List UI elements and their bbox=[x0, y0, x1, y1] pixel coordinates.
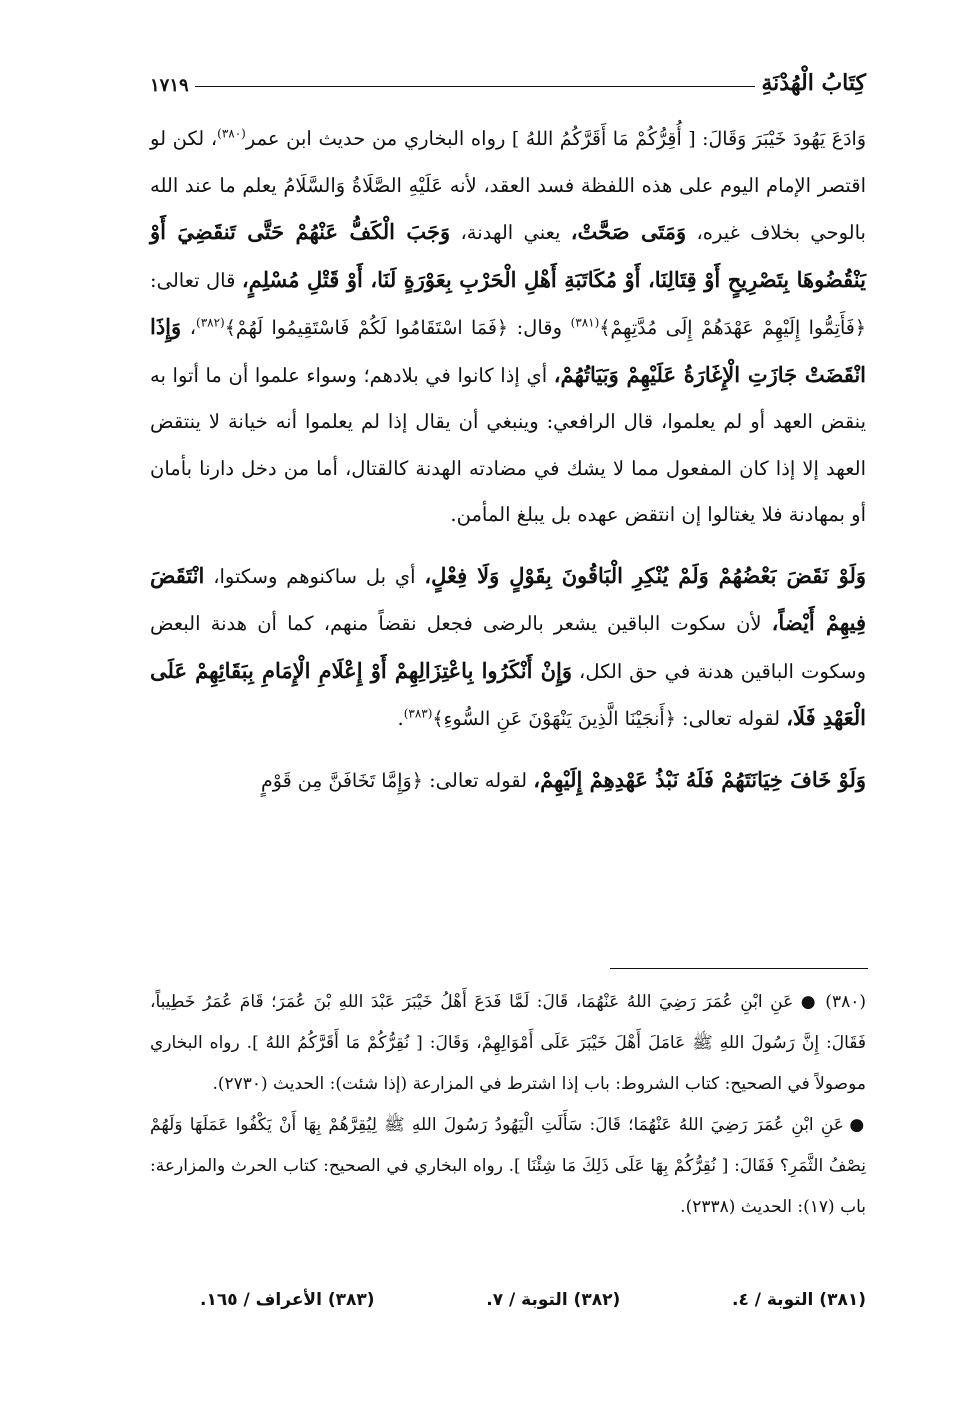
matn-text: وَلَوْ نَقَضَ بَعْضُهُمْ وَلَمْ يُنْكِرِ الْبَاقُونَ بِقَوْلٍ وَلَا فِعْلٍ، bbox=[424, 562, 866, 588]
matn-text: انْتَقَضَ فِيهِمْ أَيْضاً، bbox=[150, 562, 866, 635]
text-run: رواه البخاري من حديث ابن عمر bbox=[245, 127, 506, 150]
text-run: يعني الهدنة، bbox=[450, 221, 571, 244]
matn-text: وَإِنْ أَنْكَرُوا بِاعْتِزَالِهِمْ أَوْ إِعْلَامِ الْإِمَامِ بِبَقَائِهِمْ عَلَى الْعَهْدِ فَلَا، bbox=[150, 657, 866, 730]
text-run: عَنِ ابْنِ عُمَرَ رَضِيَ اللهُ عَنْهُمَا، قَالَ: لَمَّا فَدَعَ أَهْلُ خَيْبَرَ عَبْدَ اللهِ بْنَ عُمَرَ؛ قَامَ عُمَرُ خَطِيباً، فَقَالَ: إِنَّ رَسُولَ اللهِ ﷺ عَامَلَ أَهْلَ خَيْبَرَ عَلَى أَمْوَالِهِمْ، وَقَالَ: [ نُقِرُّكُمْ مَا أَقَرَّكُمُ اللهُ ]. رواه البخاري موصولاً في الصحيح: كتاب الشروط: باب إذا اشترط في المزارعة (إذا شئت): الحديث (٢٧٣٠). bbox=[150, 992, 866, 1094]
quotation: ﴿فَمَا اسْتَقَامُوا لَكُمْ فَاسْتَقِيمُوا لَهُمْ﴾ bbox=[224, 317, 509, 339]
footnote-marker: (٣٨٢) bbox=[196, 315, 225, 330]
text-run: قال تعالى: bbox=[150, 268, 242, 292]
main-text bbox=[150, 116, 866, 804]
reference-383: (٣٨٣) الأعراف / ١٦٥. bbox=[200, 1290, 375, 1310]
quotation: ﴿فَأَتِمُّوا إِلَيْهِمْ عَهْدَهُمْ إِلَى مُدَّتِهِمْ﴾ bbox=[599, 317, 866, 339]
page-number: ١٧١٩ bbox=[150, 75, 189, 96]
bullet-mark: ● bbox=[849, 1115, 866, 1135]
paragraph bbox=[150, 116, 866, 539]
text-run: لقوله تعالى: bbox=[422, 768, 534, 792]
text-run: أي بل ساكنوهم وسكتوا، bbox=[204, 564, 425, 588]
text-run: وقال: bbox=[508, 316, 571, 339]
quotation: ﴿وَإِمَّا تَخَافَنَّ مِن قَوْمٍ bbox=[261, 769, 423, 792]
text-run: (٣٨٠) bbox=[817, 992, 866, 1012]
bullet-mark: ● bbox=[798, 992, 818, 1012]
footnote-marker: (٣٨٠) bbox=[217, 126, 246, 141]
running-header bbox=[150, 52, 866, 96]
chapter-title: كِتَابُ الْهُدْنَةِ bbox=[761, 70, 866, 96]
footnote-marker: (٣٨٣) bbox=[403, 706, 433, 721]
footnote bbox=[150, 1105, 866, 1228]
matn-text: وَمَتَى صَحَّتْ، bbox=[570, 219, 687, 244]
paragraph bbox=[150, 757, 866, 805]
text-run: لأن سكوت الباقين يشعر بالرضى فجعل نقضاً منهم، كما أن هدنة البعض وسكوت الباقين هدنة في حق الكل، bbox=[150, 612, 866, 683]
reference-382: (٣٨٢) التوبة / ٧. bbox=[486, 1290, 621, 1310]
reference-381: (٣٨١) التوبة / ٤. bbox=[731, 1290, 866, 1310]
matn-text: وَلَوْ خَافَ خِيَانَتَهُمْ فَلَهُ نَبْذُ عَهْدِهِمْ إِلَيْهِمْ، bbox=[533, 766, 866, 792]
text-run: ، bbox=[181, 316, 197, 339]
footnote-separator bbox=[610, 968, 868, 969]
text-run: أي إذا كانوا في بلادهم؛ وسواء علموا أن ما أتوا به ينقض العهد أو لم يعلموا، قال الرافعي: وينبغي أن يقال إذا لم يعلموا أنه خيانة لا ينتقض العهد إلا إذا كان المفعول مما لا يشك في مضادته الهدنة كالقتال، أما من دخل دارنا بأمان أو بمهادنة فلا يغتالوا إن انتقض عهده بل يبلغ المأمن. bbox=[150, 363, 866, 526]
footnote bbox=[150, 982, 866, 1105]
text-run: لقوله تعالى: bbox=[675, 707, 787, 730]
quotation: ﴿أَنجَيْنَا الَّذِينَ يَنْهَوْنَ عَنِ السُّوءِ﴾ bbox=[432, 708, 676, 730]
header-rule bbox=[195, 86, 756, 87]
footnotes bbox=[150, 982, 866, 1228]
text-run: ، لكن لو اقتصر الإمام اليوم على هذه اللفظة فسد العقد، لأنه عَلَيْهِ الصَّلَاةُ وَالسَّلَامُ يعلم ما عند الله بالوحي بخلاف غيره، bbox=[150, 127, 866, 244]
matn-text: وَإِذَا انْقَضَتْ جَازَتِ الْإِغَارَةُ عَلَيْهِمْ وَبَيَاتُهُمْ، bbox=[150, 314, 867, 387]
paragraph bbox=[150, 553, 866, 743]
text-run: عَنِ ابْنِ عُمَرَ رَضِيَ اللهُ عَنْهُمَا؛ قَالَ: سَأَلَتِ الْيَهُودُ رَسُولَ اللهِ ﷺ لِيُقِرَّهُمْ بِهَا أَنْ يَكْفُوا عَمَلَهَا وَلَهُمْ نِصْفُ الثَّمَرِ؟ فَقَالَ: [ نُقِرُّكُمْ بِهَا عَلَى ذَلِكَ مَا شِئْنَا ]. رواه البخاري في الصحيح: كتاب الحرث والمزارعة: باب (١٧): الحديث (٢٣٣٨). bbox=[150, 1115, 866, 1217]
matn-text: وَجَبَ الْكَفُّ عَنْهُمْ حَتَّى تَنقَضِيَ أَوْ يَنْقُضُوهَا بِتَصْرِيحٍ أَوْ قِتَالِنَا، أَوْ مُكَاتَبَةِ أَهْلِ الْحَرْبِ بِعَوْرَةٍ لَنَا، أَوْ قَتْلِ مُسْلِمٍ، bbox=[150, 219, 866, 292]
verse-references bbox=[200, 1280, 866, 1320]
text-run: . bbox=[397, 707, 404, 730]
footnote-marker: (٣٨١) bbox=[570, 315, 600, 330]
quotation: وَادَعَ يَهُودَ خَيْبَرَ وَقَالَ: [ أُقِرُّكُمْ مَا أَقَرَّكُمُ اللهُ ] bbox=[505, 128, 866, 150]
